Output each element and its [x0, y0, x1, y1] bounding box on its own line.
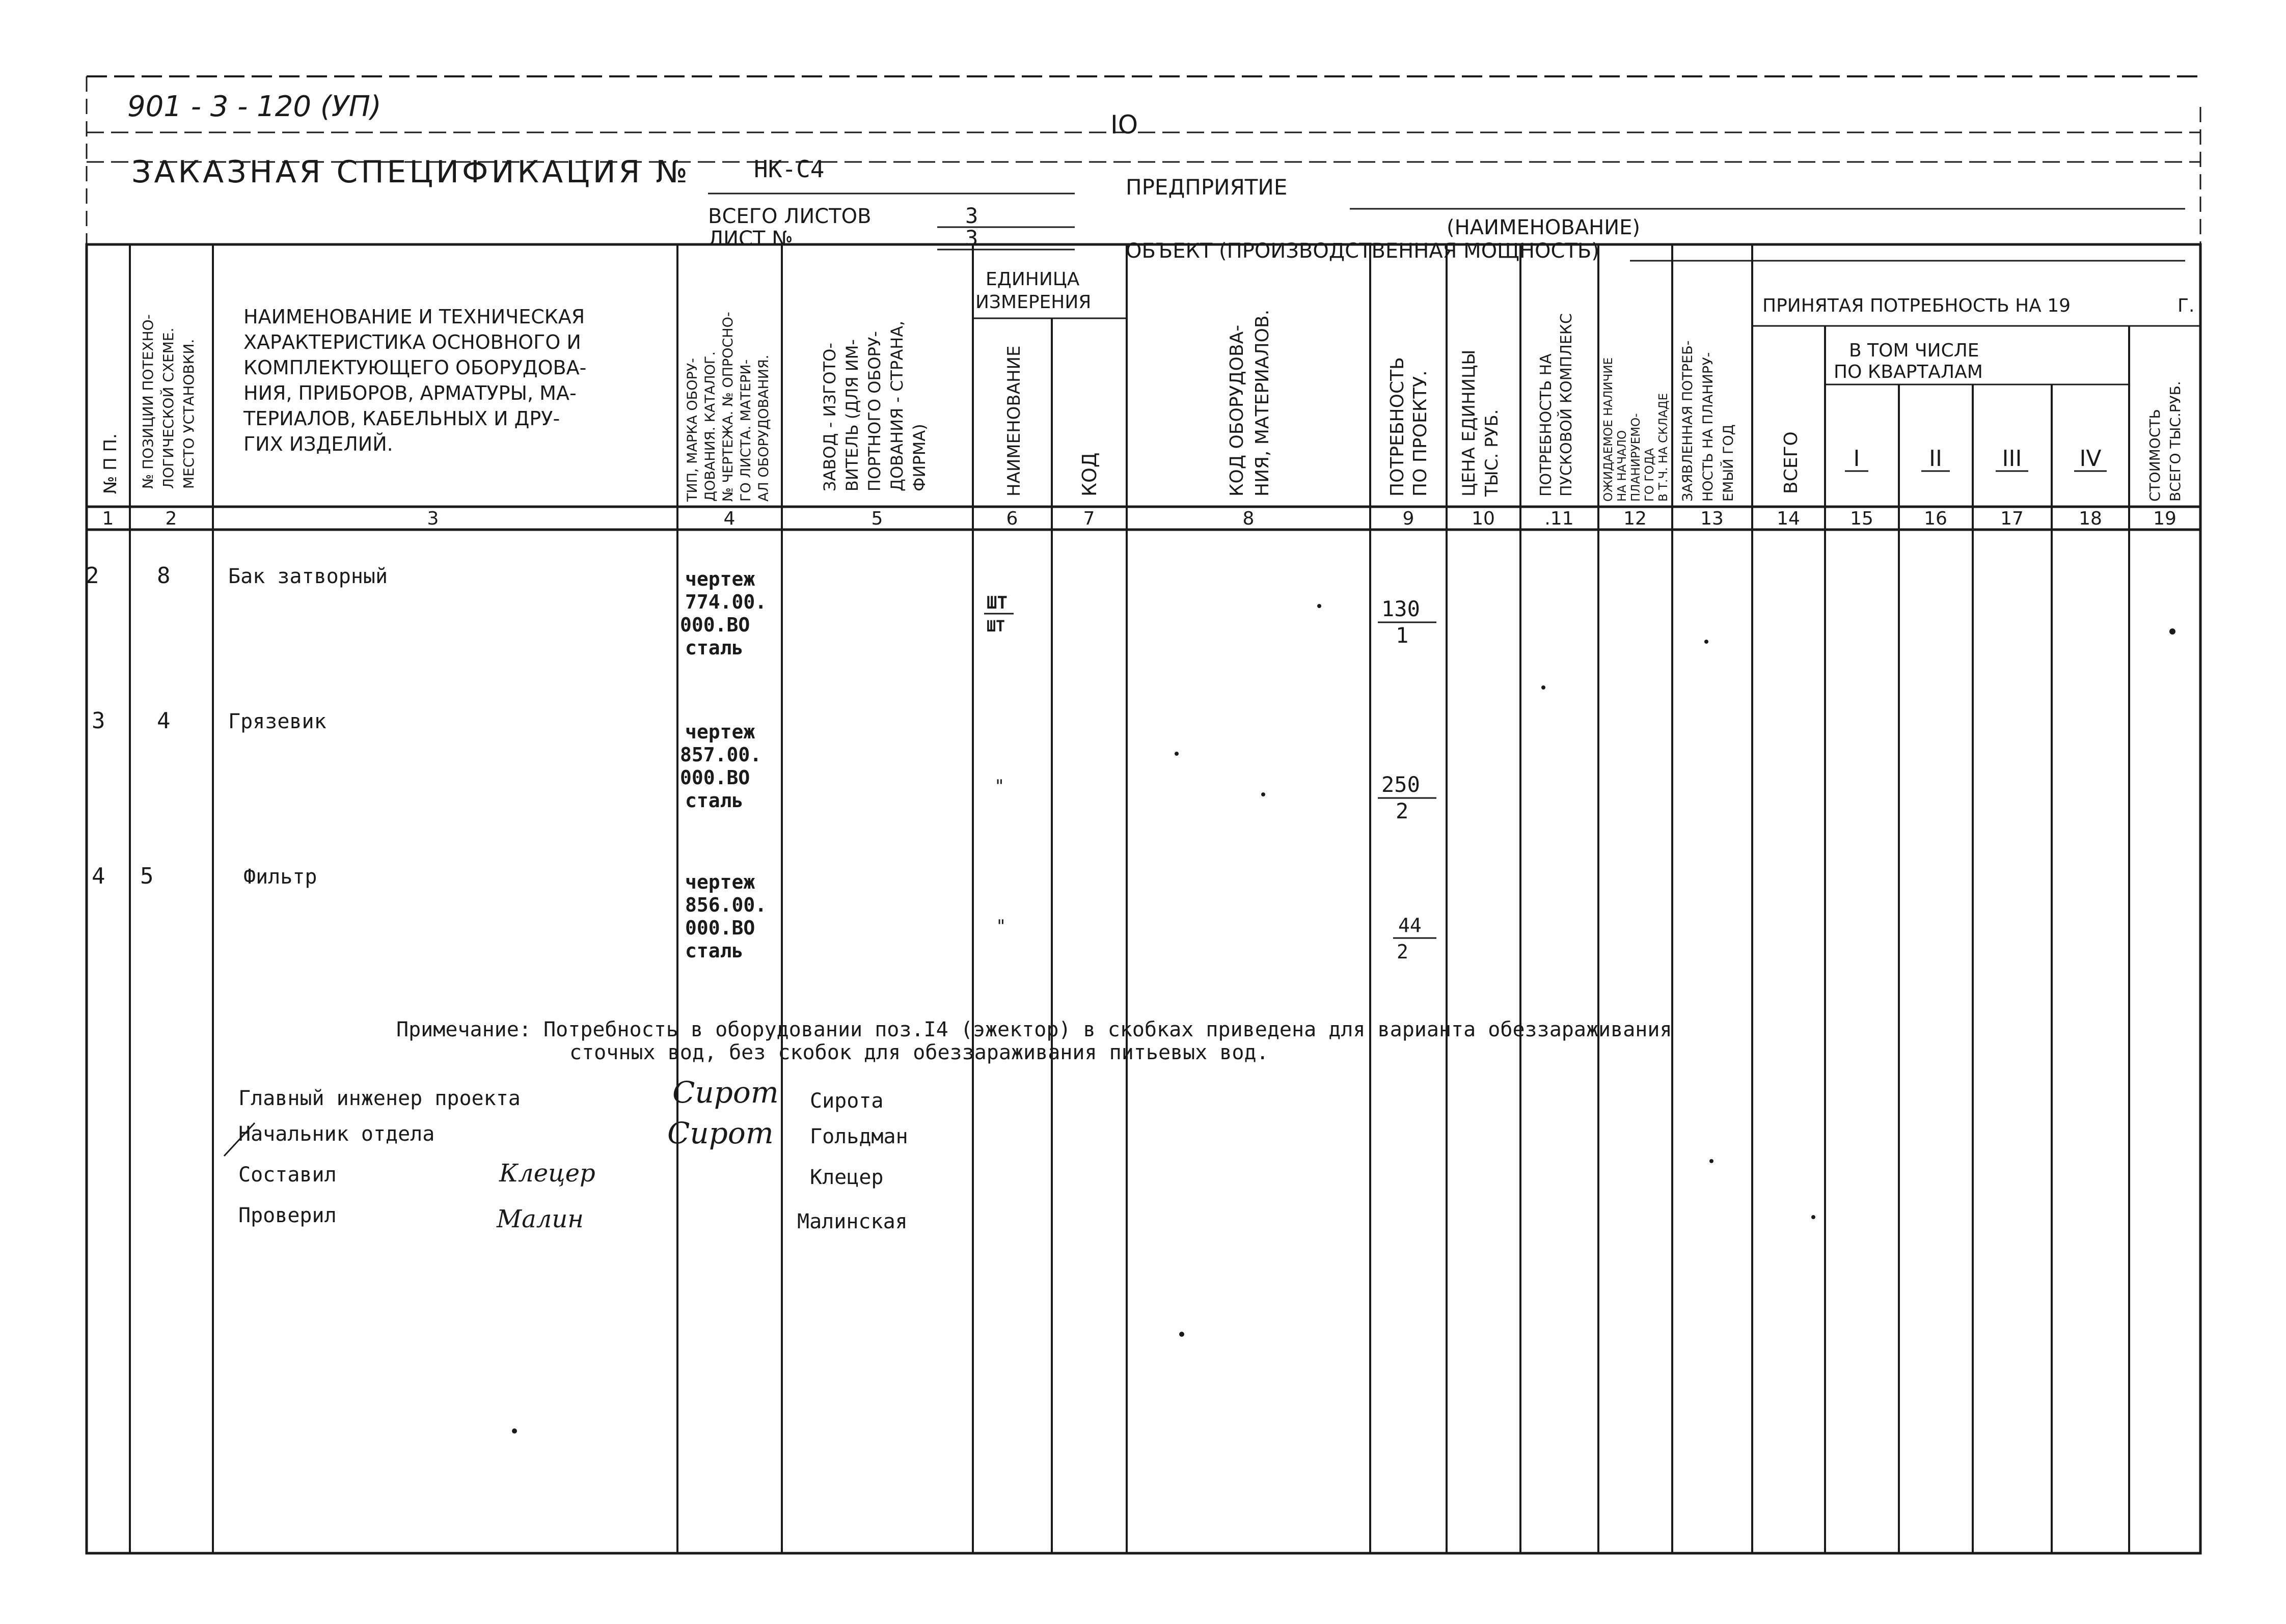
row-number: 4	[92, 863, 105, 889]
header-startup-need	[1537, 313, 1575, 497]
svg-text:4: 4	[723, 508, 736, 529]
row-position: 4	[157, 708, 171, 734]
signature-role: Главный инженер проекта	[238, 1087, 521, 1110]
header-row-number: № П П.	[100, 433, 121, 494]
row-unit: ШТ	[987, 593, 1008, 613]
svg-text:МЕСТО УСТАНОВКИ.: МЕСТО УСТАНОВКИ.	[180, 339, 197, 489]
row-type-line3: 000.ВО	[680, 766, 750, 789]
svg-text:19: 19	[2153, 508, 2176, 529]
svg-text:АЛ ОБОРУДОВАНИЯ.: АЛ ОБОРУДОВАНИЯ.	[756, 354, 772, 502]
quarter-1: I	[1853, 446, 1860, 472]
row-need-top: 250	[1381, 772, 1420, 797]
header-accepted-year-suffix: Г.	[2178, 295, 2195, 316]
svg-text:16: 16	[1924, 508, 1947, 529]
svg-text:2: 2	[165, 508, 177, 529]
svg-text:ЗАВОД - ИЗГОТО-: ЗАВОД - ИЗГОТО-	[820, 343, 839, 491]
svg-text:НАИМЕНОВАНИЕ И ТЕХНИЧЕСКАЯ: НАИМЕНОВАНИЕ И ТЕХНИЧЕСКАЯ	[243, 306, 585, 328]
row-need-top: 130	[1381, 596, 1420, 621]
header-quarters-caption: В ТОМ ЧИСЛЕ	[1849, 340, 1979, 361]
handwritten-signature: Клецер	[499, 1159, 595, 1188]
row-unit: "	[994, 776, 1005, 796]
svg-text:ЛОГИЧЕСКОЙ СХЕМЕ.: ЛОГИЧЕСКОЙ СХЕМЕ.	[160, 327, 177, 489]
svg-text:14: 14	[1777, 508, 1800, 529]
header-position	[140, 314, 197, 489]
header-type-brand	[685, 312, 772, 502]
svg-text:ФИРМА): ФИРМА)	[910, 424, 929, 491]
svg-text:ПОРТНОГО ОБОРУ-: ПОРТНОГО ОБОРУ-	[865, 331, 884, 491]
svg-text:НА НАЧАЛО: НА НАЧАЛО	[1616, 430, 1629, 502]
row-number: 2	[86, 563, 99, 589]
svg-text:1: 1	[102, 508, 114, 529]
header-project-need	[1387, 357, 1431, 497]
header-unit-group-sub: ИЗМЕРЕНИЯ	[975, 292, 1092, 313]
svg-text:В Т.Ч. НА СКЛАДЕ: В Т.Ч. НА СКЛАДЕ	[1657, 393, 1670, 502]
signature-name: Малинская	[797, 1210, 908, 1233]
header-quarters	[1854, 446, 2102, 472]
row-position: 8	[157, 563, 171, 589]
svg-text:НИЯ, ПРИБОРОВ, АРМАТУРЫ, МА-: НИЯ, ПРИБОРОВ, АРМАТУРЫ, МА-	[243, 382, 577, 404]
svg-text:ХАРАКТЕРИСТИКА ОСНОВНОГО И: ХАРАКТЕРИСТИКА ОСНОВНОГО И	[243, 331, 581, 353]
svg-text:ДОВАНИЯ - СТРАНА,: ДОВАНИЯ - СТРАНА,	[887, 320, 907, 491]
signature-name: Гольдман	[810, 1125, 908, 1148]
spec-number: НК-С4	[754, 155, 825, 183]
row-type-line2: 856.00.	[685, 894, 767, 916]
note-line-2: сточных вод, без скобок для обеззараживания питьевых вод.	[569, 1041, 1269, 1064]
svg-text:№ ЧЕРТЕЖА. № ОПРОСНО-: № ЧЕРТЕЖА. № ОПРОСНО-	[720, 312, 736, 502]
svg-text:6: 6	[1006, 508, 1018, 529]
svg-text:ЕМЫЙ ГОД: ЕМЫЙ ГОД	[1721, 424, 1736, 502]
header-total-cost	[2146, 381, 2184, 502]
row-type-line1: чертеж	[685, 721, 755, 743]
svg-text:5: 5	[871, 508, 883, 529]
svg-text:ЦЕНА ЕДИНИЦЫ: ЦЕНА ЕДИНИЦЫ	[1459, 349, 1479, 497]
svg-text:ДОВАНИЯ. КАТАЛОГ.: ДОВАНИЯ. КАТАЛОГ.	[702, 351, 718, 502]
signature-role: Проверил	[238, 1204, 337, 1227]
svg-text:18: 18	[2079, 508, 2102, 529]
doc-code: 901 - 3 - 120 (УП)	[127, 90, 382, 123]
svg-text:КОМПЛЕКТУЮЩЕГО ОБОРУДОВА-: КОМПЛЕКТУЮЩЕГО ОБОРУДОВА-	[243, 356, 587, 379]
row-need-bottom: 2	[1396, 799, 1409, 823]
signature-name: Клецер	[810, 1166, 884, 1189]
table-grid	[87, 244, 2200, 1553]
row-need-bottom: 1	[1396, 623, 1409, 648]
svg-text:ТЫС. РУБ.: ТЫС. РУБ.	[1482, 409, 1502, 497]
svg-text:ЗАЯВЛЕННАЯ ПОТРЕБ-: ЗАЯВЛЕННАЯ ПОТРЕБ-	[1680, 340, 1696, 502]
handwritten-signature: Малин	[497, 1205, 584, 1233]
svg-text:НОСТЬ НА ПЛАНИРУ-: НОСТЬ НА ПЛАНИРУ-	[1700, 352, 1716, 502]
sheet-label: ЛИСТ №	[708, 227, 793, 251]
row-unit-sub: ШТ	[987, 618, 1005, 636]
svg-text:10: 10	[1472, 508, 1495, 529]
row-need-top: 44	[1398, 914, 1422, 937]
row-type-line3: 000.ВО	[680, 614, 750, 636]
header-expected-stock	[1602, 357, 1670, 502]
object-label: ОБЪЕКТ (ПРОИЗВОДСТВЕННАЯ МОЩНОСТЬ)	[1126, 239, 1599, 263]
header-name-description	[243, 306, 586, 455]
svg-text:КОД ОБОРУДОВА-: КОД ОБОРУДОВА-	[1227, 324, 1247, 497]
table-row	[92, 708, 1436, 823]
row-type-line4: сталь	[685, 637, 744, 659]
header-unit-name: НАИМЕНОВАНИЕ	[1004, 345, 1024, 497]
signature-name: Сирота	[810, 1089, 884, 1113]
row-type-line4: сталь	[685, 789, 744, 812]
header-quarters-caption-sub: ПО КВАРТАЛАМ	[1834, 362, 1983, 382]
signature-role: Составил	[238, 1163, 337, 1187]
row-need-bottom: 2	[1397, 941, 1408, 963]
quarter-4: IV	[2079, 446, 2102, 472]
row-name: Фильтр	[243, 865, 317, 889]
svg-text:ВСЕГО ТЫС.РУБ.: ВСЕГО ТЫС.РУБ.	[2167, 381, 2184, 502]
svg-text:СТОИМОСТЬ: СТОИМОСТЬ	[2146, 409, 2163, 502]
svg-text:ТЕРИАЛОВ, КАБЕЛЬНЫХ И ДРУ-: ТЕРИАЛОВ, КАБЕЛЬНЫХ И ДРУ-	[243, 407, 560, 430]
row-type-line1: чертеж	[685, 871, 755, 893]
row-type-line2: 774.00.	[685, 591, 767, 613]
signature-role: Начальник отдела	[238, 1122, 435, 1146]
quarter-2: II	[1929, 446, 1942, 472]
header-accepted-need: ПРИНЯТАЯ ПОТРЕБНОСТЬ НА 19	[1762, 295, 2071, 316]
row-name: Бак затворный	[228, 565, 388, 588]
table-row	[86, 563, 1436, 659]
header-declared-need	[1680, 341, 1736, 502]
svg-text:ПО ПРОЕКТУ.: ПО ПРОЕКТУ.	[1410, 370, 1431, 497]
svg-text:ТИП, МАРКА ОБОРУ-: ТИП, МАРКА ОБОРУ-	[685, 358, 700, 502]
row-unit: "	[996, 916, 1006, 937]
signature-block	[224, 1075, 908, 1233]
enterprise-label: ПРЕДПРИЯТИЕ	[1126, 175, 1288, 200]
svg-text:ВИТЕЛЬ (ДЛЯ ИМ-: ВИТЕЛЬ (ДЛЯ ИМ-	[842, 339, 862, 491]
svg-text:13: 13	[1700, 508, 1724, 529]
spec-title: ЗАКАЗНАЯ СПЕЦИФИКАЦИЯ №	[131, 154, 691, 190]
svg-text:7: 7	[1083, 508, 1095, 529]
svg-text:3: 3	[427, 508, 439, 529]
svg-text:НИЯ, МАТЕРИАЛОВ.: НИЯ, МАТЕРИАЛОВ.	[1252, 309, 1273, 497]
row-type-line3: 000.ВО	[685, 917, 755, 939]
svg-text:15: 15	[1850, 508, 1873, 529]
table-row	[92, 863, 1436, 963]
svg-text:ПУСКОВОЙ КОМПЛЕКС: ПУСКОВОЙ КОМПЛЕКС	[1558, 313, 1575, 497]
header-equipment-code	[1227, 310, 1273, 497]
header-manufacturer	[820, 321, 929, 491]
row-number: 3	[92, 708, 105, 734]
svg-text:ПОТРЕБНОСТЬ: ПОТРЕБНОСТЬ	[1387, 357, 1408, 497]
svg-text:8: 8	[1242, 508, 1255, 529]
handwritten-signature: Сирот	[667, 1116, 774, 1150]
name-caption: (НАИМЕНОВАНИЕ)	[1447, 216, 1640, 239]
header-unit-code: КОД	[1078, 452, 1101, 497]
svg-text:9: 9	[1402, 508, 1414, 529]
handwritten-signature: Сирот	[672, 1075, 779, 1110]
row-position: 5	[140, 863, 154, 889]
svg-text:.11: .11	[1544, 508, 1574, 529]
row-type-line2: 857.00.	[680, 744, 762, 766]
svg-text:ГО ЛИСТА. МАТЕРИ-: ГО ЛИСТА. МАТЕРИ-	[738, 359, 754, 502]
page-number: IO	[1110, 110, 1138, 140]
total-sheets-value: 3	[965, 203, 978, 228]
svg-text:ОЖИДАЕМОЕ НАЛИЧИЕ: ОЖИДАЕМОЕ НАЛИЧИЕ	[1602, 357, 1615, 502]
svg-text:ГО ГОДА: ГО ГОДА	[1643, 448, 1656, 502]
row-type-line4: сталь	[685, 940, 744, 962]
row-type-line1: чертеж	[685, 568, 755, 590]
row-name: Грязевик	[228, 710, 326, 733]
header-total: ВСЕГО	[1781, 431, 1802, 494]
svg-text:ГИХ ИЗДЕЛИЙ.: ГИХ ИЗДЕЛИЙ.	[243, 433, 393, 455]
column-number-row	[102, 508, 2176, 529]
svg-text:ПЛАНИРУЕМО-: ПЛАНИРУЕМО-	[1629, 413, 1643, 502]
total-sheets-label: ВСЕГО ЛИСТОВ	[708, 205, 872, 228]
header-unit-group: ЕДИНИЦА	[986, 269, 1080, 290]
svg-text:№ ПОЗИЦИИ ПОТЕХНО-: № ПОЗИЦИИ ПОТЕХНО-	[140, 314, 156, 489]
quarter-3: III	[2002, 446, 2022, 472]
header-unit-price	[1459, 350, 1502, 497]
svg-text:12: 12	[1623, 508, 1647, 529]
note-line-1: Примечание: Потребность в оборудовании поз.I4 (эжектор) в скобках приведена для варианта обеззараживания	[396, 1018, 1672, 1041]
sheet-value: 3	[965, 226, 978, 251]
svg-text:17: 17	[2000, 508, 2024, 529]
svg-text:ПОТРЕБНОСТЬ НА: ПОТРЕБНОСТЬ НА	[1537, 353, 1555, 497]
